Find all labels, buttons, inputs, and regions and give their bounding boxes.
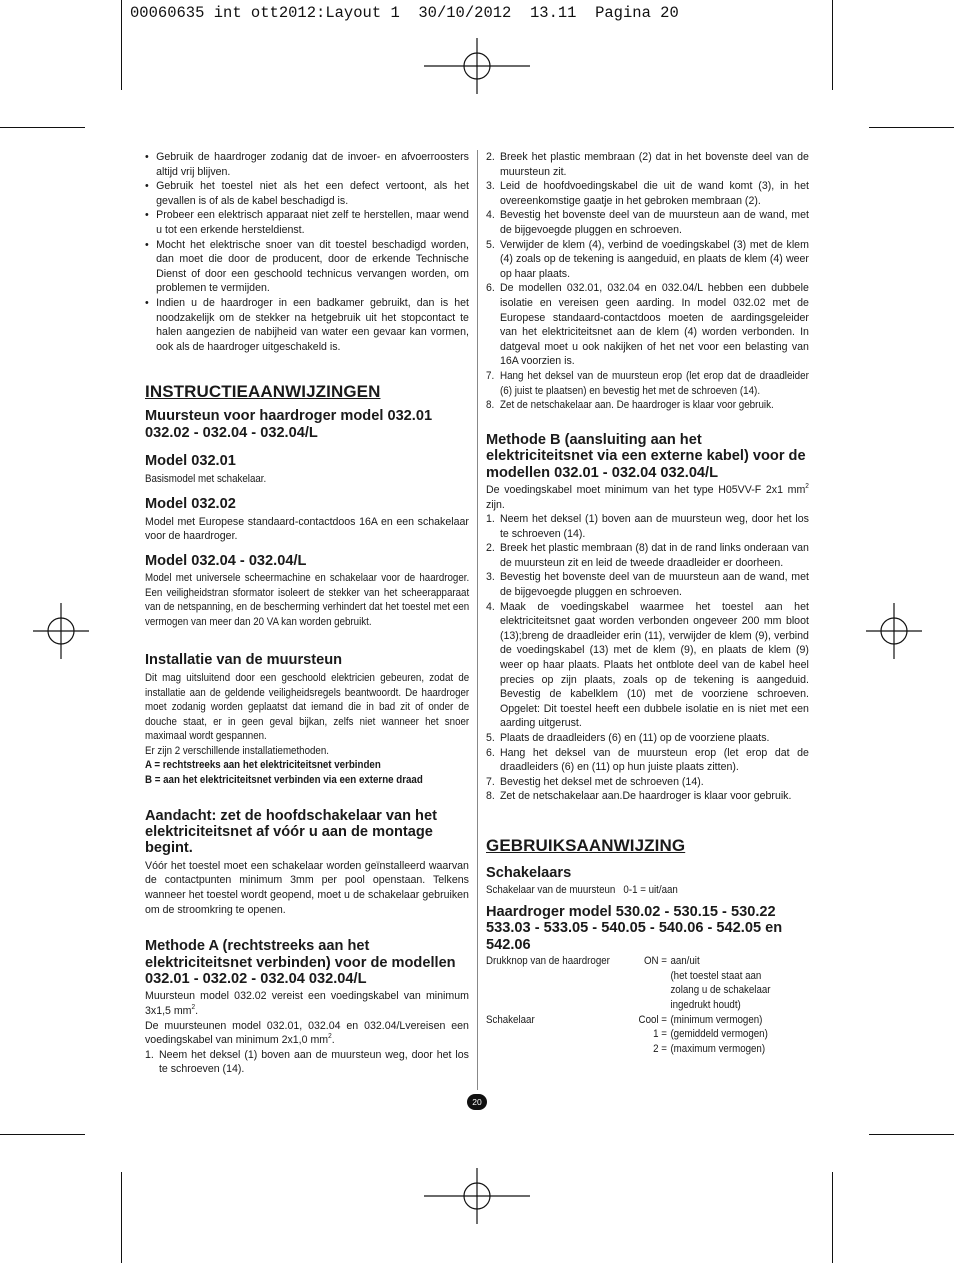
right-column: [486, 150, 809, 1056]
method-b-steps: [486, 512, 809, 804]
on-note-1: (het toestel staat aan: [670, 969, 762, 982]
on-value: aan/uit: [670, 955, 700, 968]
installation-text: Dit mag uitsluitend door een geschoold elektricien gebeuren, zodat de installatie aan de geldende veiligheidsregels beantwoordt. De haardroger moet zodanig worden geplaatst dat iemand die in bad zit of onder de douche staat, er in geen geval bijkan, zelfs niet wanneer het snoer maximaal wordt gespannen.: [145, 671, 470, 743]
step-item: 5. Verwijder de klem (4), verbind de voedingskabel (3) met de klem (4) zoals op de tekening is aangeduid, en plaats de klem (4) weer op haar plaats.: [486, 238, 809, 280]
column-divider: [477, 150, 478, 1090]
cool-value: (minimum vermogen): [670, 1013, 763, 1026]
switches-line: Schakelaar van de muursteun 0-1 = uit/aan: [486, 884, 678, 897]
registration-mark-bottom: [424, 1168, 530, 1224]
crop-mark-tr-h: [869, 127, 954, 128]
model-032-01-title: Model 032.01: [145, 453, 236, 470]
method-a-steps-left: [145, 1048, 469, 1077]
method-a-steps-right: [486, 150, 809, 413]
usage-title: GEBRUIKSAANWIJZING: [486, 835, 686, 855]
registration-mark-right: [866, 603, 922, 659]
method-a-title: Methode A (rechtstreeks aan het elektriciteitsnet verbinden) voor de modellen 032.01 - 032.02 - 032.04 032.04/L: [145, 938, 456, 988]
bullet-item: • Indien u de haardroger in een badkamer gebruikt, dan is het noodzakelijk om de stekker na hetgebruik uit het stopcontact te halen aangezien de nabijheid van water een gevaar kan vormen, ook als de haardroger uitgeschakeld is.: [145, 296, 469, 354]
attention-text: Vóór het toestel moet een schakelaar worden geïnstalleerd waarvan de contactpunten minimum 3mm per pool openstaan. Telkens wanneer het toestel wordt geopend, moet u de schakelaar gebruiken om de stroomkring te openen.: [145, 859, 469, 916]
model-032-04-text: Model met universele scheermachine en schakelaar voor de haardroger. Een veiligheidstran sformator isoleert de stekker van het scheerapparaat van de netspanning, en de bescherming verhindert dat het toestel met een vermogen van meer dan 20 VA kan worden gebruikt.: [145, 572, 470, 628]
cool-key: Cool =: [638, 1013, 667, 1026]
level-1-key: 1 =: [653, 1028, 667, 1041]
step-item: 7. Hang het deksel van de muursteun erop (let erop dat de draadleider (6) juist te plaatsen) en bevestig het met de schroeven (14).: [486, 369, 809, 397]
model-032-02-title: Model 032.02: [145, 496, 236, 513]
step-item: 8. Zet de netschakelaar aan. De haardroger is klaar voor gebruik.: [486, 399, 774, 412]
crop-mark-bl-v: [121, 1172, 122, 1263]
hairdryer-models-title: Haardroger model 530.02 - 530.15 - 530.22 533.03 - 533.05 - 540.05 - 540.06 - 542.05 en 542.06: [486, 903, 783, 953]
level-1-value: (gemiddeld vermogen): [670, 1028, 768, 1041]
bullet-item: • Mocht het elektrische snoer van dit toestel beschadigd worden, dan moet die door de producent, door de erkende Technische Dienst of door een geschoold technicus vervangen worden, om problemen te vermijden.: [145, 238, 469, 296]
step-item: 3. Leid de hoofdvoedingskabel die uit de wand komt (3), in het overeenkomstige gaatje in het gebroken membraan (2).: [486, 180, 809, 207]
on-note-3: ingedrukt houdt): [670, 998, 741, 1011]
wall-mount-title: Muursteun voor haardroger model 032.01 032.02 - 032.04 - 032.04/L: [145, 408, 433, 441]
crop-mark-tr-v: [832, 0, 833, 90]
attention-title: Aandacht: zet de hoofdschakelaar van het elektriciteitsnet af vóór u aan de montage begint.: [145, 807, 437, 857]
crop-mark-bl-h: [0, 1134, 85, 1135]
step-item: 4. Bevestig het bovenste deel van de muursteun aan de wand, met de bijgevoegde pluggen en schroeven.: [486, 209, 809, 236]
page-number: 20: [467, 1094, 487, 1110]
push-button-label: Drukknop van de haardroger: [486, 955, 610, 968]
step-item: 6. De modellen 032.01, 032.04 en 032.04/L hebben een dubbele isolatie en vereisen geen aarding. In model 032.02 met de Europese standaard-contactdoos moeten de aardingsgeleider van het elektriciteitsnet aan de klem (4) worden verbonden. In datgeval moet u ook nakijken of het net voor een belasting van 16A voorzien is.: [486, 282, 809, 368]
bullet-item: • Gebruik het toestel niet als het een defect vertoont, als het gevallen is of als de kabel beschadigd is.: [145, 179, 469, 208]
hairdryer-controls-table: [486, 954, 809, 1056]
crop-mark-tl-h: [0, 127, 85, 128]
step-item: 8. Zet de netschakelaar aan.De haardroger is klaar voor gebruik.: [486, 790, 792, 803]
step-item: 7. Bevestig het deksel met de schroeven (14).: [486, 775, 704, 788]
level-2-value: (maximum vermogen): [670, 1042, 766, 1055]
crop-mark-tl-v: [121, 0, 122, 90]
level-2-key: 2 =: [653, 1042, 667, 1055]
on-key: ON =: [643, 955, 667, 968]
step-item: 2. Breek het plastic membraan (8) dat in de rand links onderaan van de muursteun zit en leid de tweede draadleider er doorheen.: [486, 542, 809, 569]
step-item: 5. Plaats de draadleiders (6) en (11) op de voorziene plaats.: [486, 732, 770, 744]
safety-bullets: [145, 150, 469, 354]
bullet-item: • Gebruik de haardroger zodanig dat de invoer- en afvoerroosters altijd vrij blijven.: [145, 150, 469, 179]
model-032-02-text: Model met Europese standaard-contactdoos 16A en een schakelaar voor de haardroger.: [145, 515, 469, 543]
method-a-text-2: De muursteunen model 032.01, 032.04 en 032.04/Lvereisen een voedingskabel van minimum 2x1,0 $mm^2$.: [145, 1019, 469, 1047]
method-a-text-1: Muursteun model 032.02 vereist een voedingskabel van minimum 3x1,5 $mm^2$.: [145, 990, 469, 1018]
step-item: 2. Breek het plastic membraan (2) dat in het bovenste deel van de muursteun zit.: [486, 151, 809, 178]
registration-mark-left: [33, 603, 89, 659]
crop-mark-br-v: [832, 1172, 833, 1263]
instructions-title: INSTRUCTIEAANWIJZINGEN: [145, 382, 381, 402]
model-032-01-text: Basismodel met schakelaar.: [145, 472, 267, 485]
installation-methods: Er zijn 2 verschillende installatiemethoden.: [145, 744, 329, 757]
bullet-item: • Probeer een elektrisch apparaat niet zelf te herstellen, maar wend u tot een erkende hersteldienst.: [145, 208, 469, 237]
registration-mark-top: [424, 38, 530, 94]
installation-title: Installatie van de muursteun: [145, 651, 343, 668]
crop-mark-br-h: [869, 1134, 954, 1135]
switches-title: Schakelaars: [486, 864, 572, 881]
print-slug: 00060635 int ott2012:Layout 1 30/10/2012 13.11 Pagina 20: [130, 4, 679, 22]
step-item: 1. Neem het deksel (1) boven aan de muursteun weg, door het los te schroeven (14).: [145, 1048, 469, 1076]
method-b-intro: De voedingskabel moet minimum van het type H05VV-F 2x1 $mm^2$ zijn.: [486, 483, 809, 511]
left-column: [145, 150, 469, 1077]
on-note-2: zolang u de schakelaar: [670, 984, 771, 997]
switch-label: Schakelaar: [486, 1013, 535, 1026]
step-item: 4. Maak de voedingskabel waarmee het toestel aan het elektriciteitsnet gaat worden verbonden ongeveer 200 mm bloot (13);breng de draadleider erin (11), verwijder de klem (9), verbind de voedingskabel (13) met de klem (9), en plaats de klem (9) weer op haar plaats. Plaats het ontblote deel van de kabel heel precies op zijn plaats, zoals op de tekening is aangeduid. Bevestig de kabelklem (10) met de voorziene schroeven. Opgelet: Dit toestel heeft een dubbele isolatie en is niet met een aarding uitgerust.: [486, 600, 809, 730]
step-item: 3. Bevestig het bovenste deel van de muursteun aan de wand, met de bijgevoegde pluggen en schroeven.: [486, 571, 809, 599]
step-item: 1. Neem het deksel (1) boven aan de muursteun weg, door het los te schroeven (14).: [486, 513, 809, 540]
method-a-line: A = rechtstreeks aan het elektriciteitsnet verbinden: [145, 759, 381, 772]
method-b-title: Methode B (aansluiting aan het elektriciteitsnet via een externe kabel) voor de modellen 032.01 - 032.04 032.04/L: [486, 431, 806, 481]
method-b-line: B = aan het elektriciteitsnet verbinden via een externe draad: [145, 774, 423, 787]
step-item: 6. Hang het deksel van de muursteun erop (let erop dat de draadleiders (6) en (11) op hun juiste plaats zitten).: [486, 746, 809, 774]
model-032-04-title: Model 032.04 - 032.04/L: [145, 552, 307, 569]
